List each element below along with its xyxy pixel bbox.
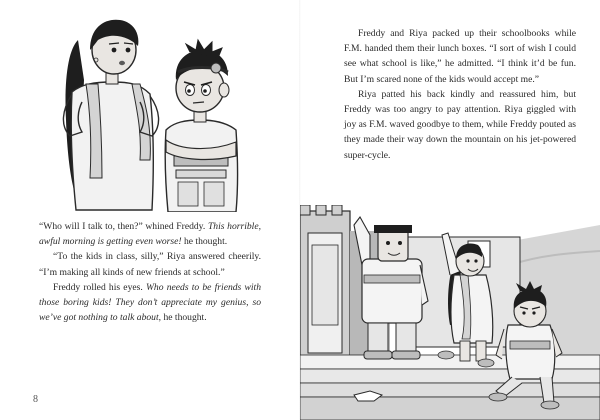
left-page-text: [39, 219, 261, 325]
page-number: 8: [33, 394, 38, 405]
paragraph: “To the kids in class, silly,” Riya answered cheerily. “I’m making all kinds of new friends at school.”: [39, 251, 261, 278]
riya-figure: [63, 20, 158, 210]
paragraph: Freddy rolled his eyes. Who needs to be friends with those boring kids! They don’t appreciate my genius, so we’ve got nothing to talk about, he thought.: [39, 281, 261, 324]
right-page: [300, 0, 600, 420]
freddy-figure: [165, 40, 237, 212]
paragraph: Riya patted his back kindly and reassured him, but Freddy was too angry to pay attention. Riya giggled with joy as F.M. waved goodbye to them, while Freddy pouted as they made their way down the mountain on his jet-powered super-cycle.: [344, 88, 576, 161]
illustration-riya-and-freddy: [40, 10, 260, 212]
right-page-text: [344, 26, 576, 163]
paragraph: “Who will I talk to, then?” whined Freddy. This horrible, awful morning is getting even worse! he thought.: [39, 221, 261, 248]
paragraph: Freddy and Riya packed up their schoolbooks while F.M. handed them their lunch boxes. “I sort of wish I could see what school is like,” he admitted. “I think it’d be fun. But I’m scared none of the kids would accept me.”: [344, 28, 576, 85]
illustration-departure-scene: [300, 205, 600, 420]
